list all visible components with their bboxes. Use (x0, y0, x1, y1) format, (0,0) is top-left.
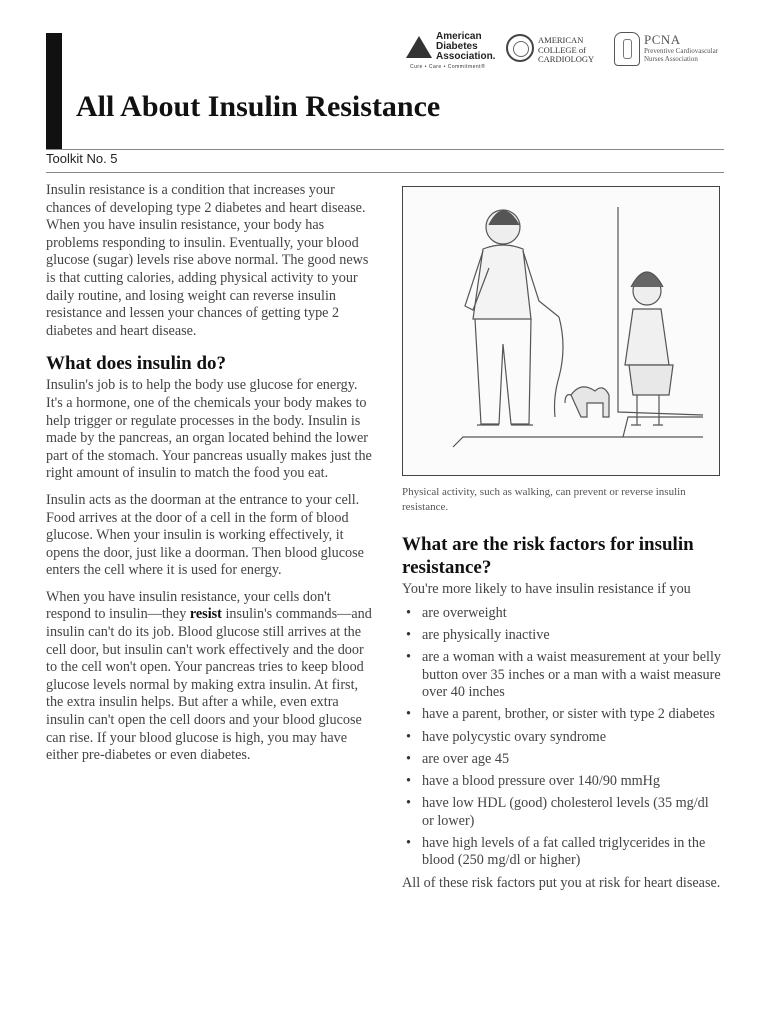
walking-people-dog-drawing (403, 187, 719, 475)
walking-illustration (402, 186, 720, 476)
list-item: • have low HDL (good) cholesterol levels (35 mg/dl or lower) (402, 795, 724, 830)
list-item: • are overweight (402, 605, 724, 623)
list-item: • are physically inactive (402, 627, 724, 645)
acc-line1: AMERICAN (538, 35, 584, 45)
right-column (402, 485, 724, 901)
pcna-emblem-icon (614, 32, 640, 66)
acc-line2: COLLEGE of (538, 44, 586, 55)
sponsor-logos (402, 30, 732, 76)
section-heading-risk-factors: What are the risk factors for insulin resistance? (402, 534, 694, 578)
left-column (46, 182, 376, 774)
insulin-paragraph-1: Insulin's job is to help the body use glucose for energy. It's a hormone, one of the chemicals your body makes to help trigger or regulate processes in the body. Insulin is made by the pancreas, an organ located behind the lower part of the stomach. Your pancreas usually makes just the right amount of insulin to match the food you eat. (46, 377, 372, 482)
list-item: • have a blood pressure over 140/90 mmHg (402, 773, 724, 791)
closing-text: All of these risk factors put you at risk for heart disease. (402, 874, 721, 891)
pcna-sub-line1: Preventive Cardiovascular (644, 47, 719, 55)
risk-lead-text: You're more likely to have insulin resistance if you (402, 581, 691, 597)
list-item: • have polycystic ovary syndrome (402, 729, 724, 747)
acc-line3: CARDIOLOGY (538, 54, 595, 64)
pcna-sub-line2: Nurses Association (644, 55, 698, 63)
resist-emphasis: resist (189, 606, 222, 623)
title-divider (46, 149, 724, 150)
intro-paragraph: Insulin resistance is a condition that increases your chances of developing type 2 diabetes and heart disease. When you have insulin resistance, your body has problems responding to insulin. Eventually, your blood glucose (sugar) levels rise above normal. The good news is that cutting calories, adding physical activity to your daily routine, and losing weight can reverse insulin resistance and lessen your chances of getting type 2 diabetes and heart disease. (46, 182, 369, 339)
ada-name-line2: Diabetes (436, 41, 478, 52)
toolkit-label: Toolkit No. 5 (46, 151, 118, 166)
ada-name-line3: Association. (436, 51, 496, 62)
pcna-title: PCNA (644, 32, 681, 47)
ada-triangle-icon (406, 36, 432, 58)
ada-logo (406, 32, 506, 72)
section-heading-insulin: What does insulin do? (46, 353, 227, 375)
list-item: • are over age 45 (402, 751, 724, 769)
ada-name-line1: American (436, 31, 482, 42)
pcna-subtitle (644, 47, 718, 63)
insulin-paragraph-3: When you have insulin resistance, your cells don't respond to insulin—they resist insulin's commands—and insulin can't do its job. Blood glucose still arrives at the cell door, but insulin can't work effectively and the door to the cell won't open. Your pancreas tries to keep blood glucose levels normal by making extra insulin. At first, the extra insulin helps. But after a while, even extra insulin can't open the cell doors and your blood glucose can rise. If your blood glucose is high, you may have either pre-diabetes or even diabetes. (46, 588, 372, 764)
insulin-paragraph-2: Insulin acts as the doorman at the entrance to your cell. Food arrives at the door of a cell in the form of blood glucose. When your insulin is working effectively, it opens the door, just like a doorman. Then blood glucose enters the cell where it is used for energy. (46, 491, 364, 579)
list-item: • have high levels of a fat called triglycerides in the blood (250 mg/dl or higher) (402, 835, 724, 870)
acc-seal-icon (506, 34, 534, 62)
risk-factor-list (402, 605, 724, 870)
list-item: • are a woman with a waist measurement at your belly button over 35 inches or a man with a waist measure over 40 inches (402, 649, 724, 702)
ada-tagline: Cure • Care • Commitment® (410, 64, 486, 70)
figure-caption: Physical activity, such as walking, can prevent or reverse insulin resistance. (402, 486, 686, 513)
toolkit-divider (46, 172, 724, 173)
acc-logo-text (538, 36, 594, 65)
list-item: • have a parent, brother, or sister with type 2 diabetes (402, 706, 724, 724)
page-title: All About Insulin Resistance (76, 90, 441, 123)
title-accent-bar (46, 33, 62, 149)
